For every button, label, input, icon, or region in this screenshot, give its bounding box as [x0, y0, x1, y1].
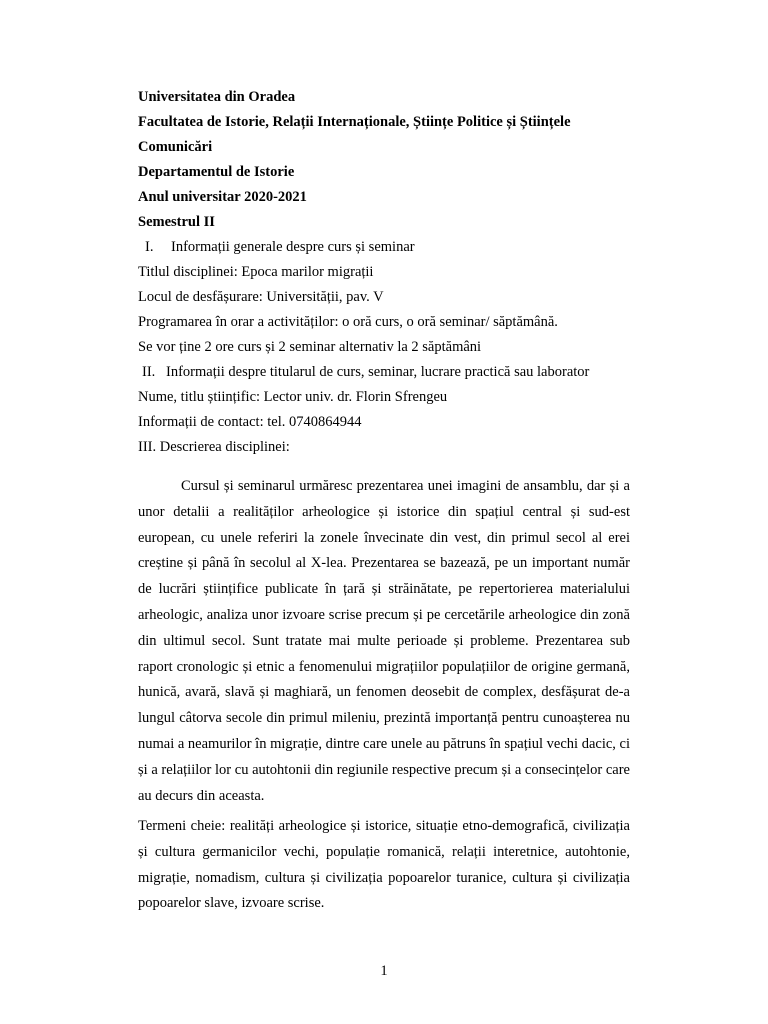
section-ii-number: II.	[142, 364, 156, 380]
section-ii-heading	[142, 364, 589, 380]
page-number-text: 1	[380, 963, 388, 979]
section-i-title: Informații generale despre curs și seminar	[171, 239, 415, 255]
university-name: Universitatea din Oradea	[138, 89, 296, 105]
semester: Semestrul II	[138, 214, 215, 230]
location-line: Locul de desfășurare: Universității, pav. V	[138, 289, 384, 305]
keywords-paragraph: Termeni cheie: realități arheologice și istorice, situație etno-demografică, civilizația și cultura germanicilor vechi, populație romanică, relații interetnice, autohtonie, migrație, nomadism, cultura și civilizația popoarelor turanice, cultura și civilizația popoarelor slave, izvoare scrise.	[138, 818, 630, 912]
department-name: Departamentul de Istorie	[138, 164, 295, 180]
faculty-name-line-1: Facultatea de Istorie, Relații Internaționale, Științe Politice și Științele	[138, 114, 571, 130]
section-i-heading	[145, 239, 415, 255]
academic-year: Anul universitar 2020-2021	[138, 189, 307, 205]
page-number	[0, 963, 768, 979]
section-i-number: I.	[145, 239, 154, 255]
schedule-note-line: Se vor ține 2 ore curs și 2 seminar alternativ la 2 săptămâni	[138, 339, 482, 355]
schedule-line: Programarea în orar a activităților: o oră curs, o oră seminar/ săptămână.	[138, 314, 558, 330]
course-description-paragraph: Cursul și seminarul urmăresc prezentarea unei imagini de ansamblu, dar și a unor detalii a realităților arheologice și istorice din spațiul central și sud-est european, cu unele referiri la zonele învecinate din vest, din primul secol al erei creștine și până în secolul al X-lea. Prezentarea se bazează, pe un important număr de lucrări științifice publicate în țară și străinătate, pe repertorierea materialului arheologic, analiza unor izvoare scrise precum și pe cercetările arheologice din zonă din ultimul secol. Sunt tratate mai multe perioade și probleme. Prezentarea sub raport cronologic și etnic a fenomenului migrațiilor populațiilor de origine germană, hunică, avară, slavă și maghiară, un fenomen deosebit de complex, desfășurat de-a lungul câtorva secole din primul mileniu, prezintă importanță pentru cunoașterea nu numai a neamurilor în migrație, dintre care unele au pătruns în spațiul vechi dacic, ci și a relațiilor lor cu autohtonii din regiunile respective precum și a consecințelor care au decurs din aceasta.	[138, 478, 631, 804]
section-iii-heading: III. Descrierea disciplinei:	[138, 439, 290, 455]
instructor-name-line: Nume, titlu științific: Lector univ. dr. Florin Sfrengeu	[138, 389, 448, 405]
section-ii-title: Informații despre titularul de curs, seminar, lucrare practică sau laborator	[166, 364, 590, 380]
contact-line: Informații de contact: tel. 0740864944	[138, 414, 362, 430]
faculty-name-line-2: Comunicări	[138, 139, 213, 155]
course-title-line: Titlul disciplinei: Epoca marilor migrații	[138, 264, 374, 280]
